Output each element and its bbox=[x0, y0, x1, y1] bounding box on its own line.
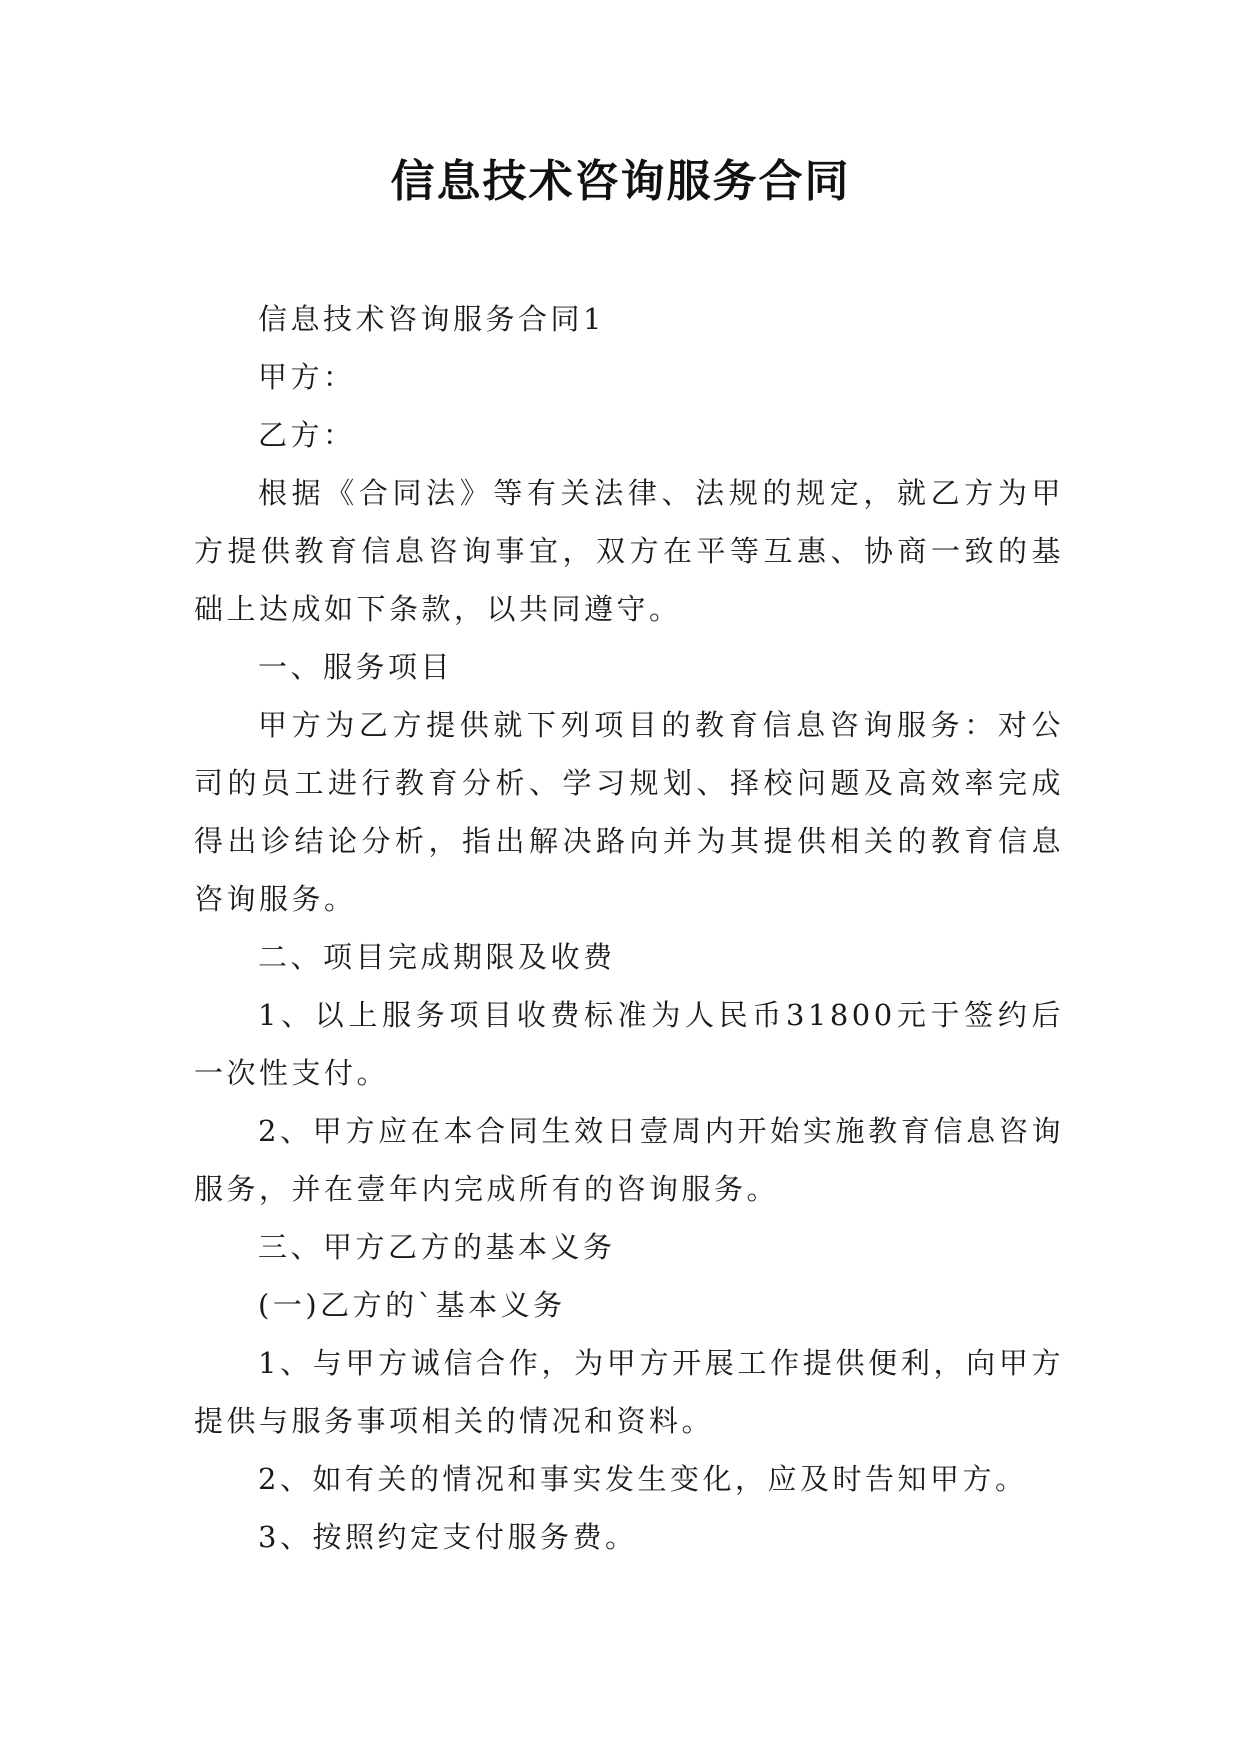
section-heading-obligations: 三、甲方乙方的基本义务 bbox=[258, 1230, 616, 1264]
paragraph-service-description: 甲方为乙方提供就下列项目的教育信息咨询服务：对公司的员工进行教育分析、学习规划、择校问题及高效率完成得出诊结论分析，指出解决路向并为其提供相关的教育信息咨询服务。 bbox=[194, 708, 1064, 916]
section-heading-term-and-fees: 二、项目完成期限及收费 bbox=[258, 940, 616, 974]
subsection-heading-party-b-obligations: (一)乙方的`基本义务 bbox=[258, 1288, 566, 1322]
paragraph-party-a: 甲方： bbox=[258, 360, 356, 394]
document-body bbox=[194, 290, 1064, 1566]
section-heading-service-items: 一、服务项目 bbox=[258, 650, 454, 684]
paragraph-obligation-2: 2、如有关的情况和事实发生变化，应及时告知甲方。 bbox=[258, 1462, 1028, 1496]
document-title: 信息技术咨询服务合同 bbox=[390, 156, 851, 207]
paragraph-party-b: 乙方： bbox=[258, 418, 356, 452]
paragraph-preamble: 根据《合同法》等有关法律、法规的规定，就乙方为甲方提供教育信息咨询事宜，双方在平等互惠、协商一致的基础上达成如下条款，以共同遵守。 bbox=[194, 476, 1064, 626]
paragraph-contract-heading: 信息技术咨询服务合同1 bbox=[258, 302, 605, 336]
paragraph-term-clause: 2、甲方应在本合同生效日壹周内开始实施教育信息咨询服务，并在壹年内完成所有的咨询服务。 bbox=[194, 1114, 1064, 1206]
paragraph-obligation-3: 3、按照约定支付服务费。 bbox=[258, 1520, 638, 1554]
paragraph-fee-clause: 1、以上服务项目收费标准为人民币31800元于签约后一次性支付。 bbox=[194, 998, 1064, 1090]
paragraph-obligation-1: 1、与甲方诚信合作，为甲方开展工作提供便利，向甲方提供与服务事项相关的情况和资料。 bbox=[194, 1346, 1064, 1438]
